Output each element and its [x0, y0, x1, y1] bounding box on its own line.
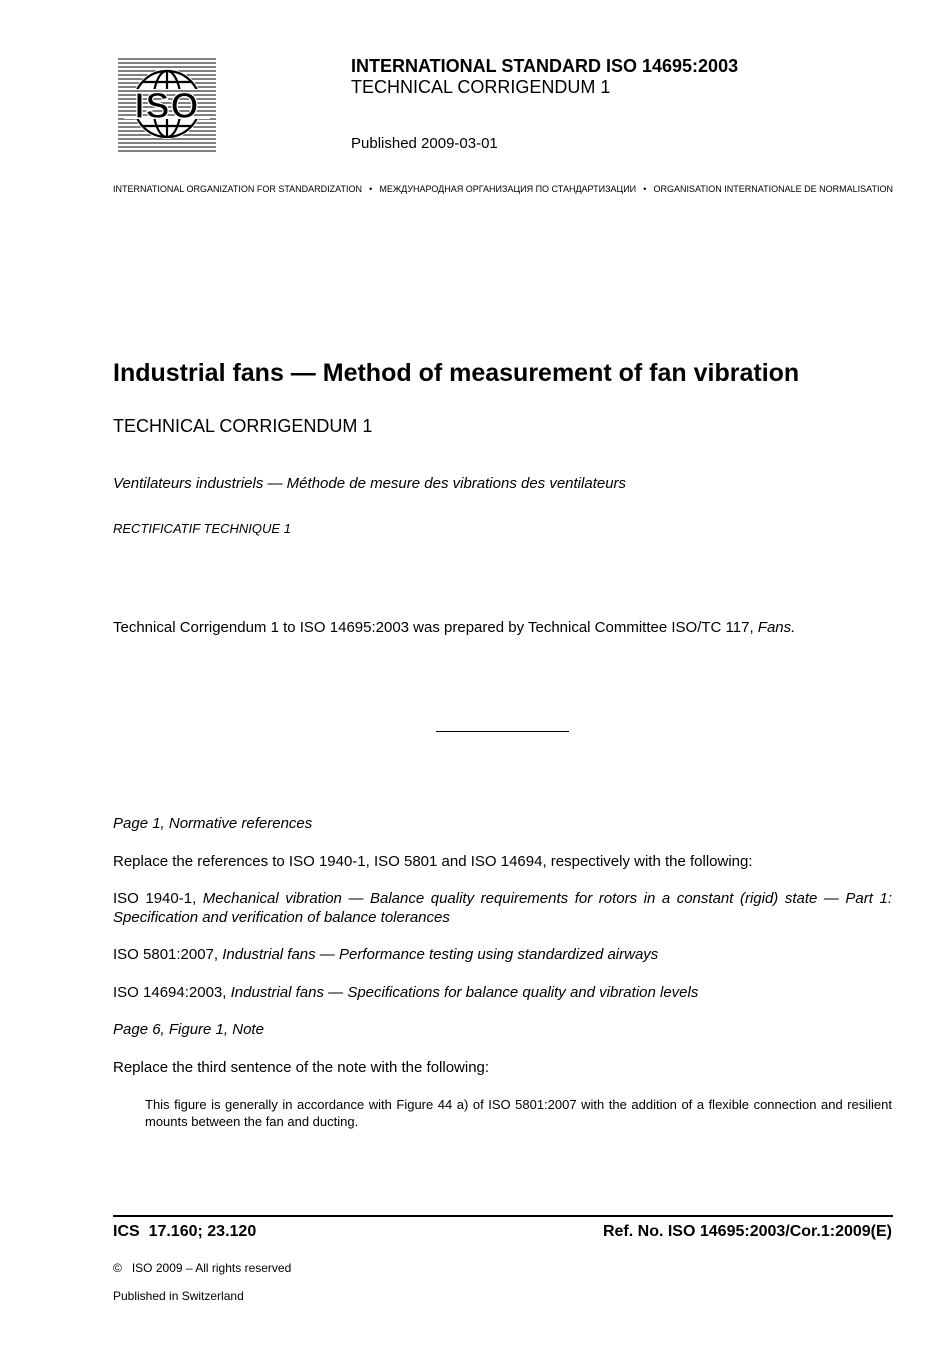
reference-item: [113, 889, 892, 927]
standard-title: INTERNATIONAL STANDARD ISO 14695:2003: [351, 56, 739, 76]
bullet-separator: •: [369, 184, 373, 194]
french-corrigendum-heading: RECTIFICATIF TECHNIQUE 1: [113, 521, 291, 536]
reference-code: ISO 1940-1,: [113, 890, 203, 907]
ics-code: ICS 17.160; 23.120: [113, 1223, 257, 1240]
reference-number: Ref. No. ISO 14695:2003/Cor.1:2009(E): [602, 1223, 892, 1240]
published-date: Published 2009-03-01: [351, 135, 498, 152]
reference-title: Industrial fans — Performance testing using standardized airways: [222, 946, 659, 963]
section-heading-figure-note: Page 6, Figure 1, Note: [113, 1021, 264, 1038]
replacement-note-text: This figure is generally in accordance with Figure 44 a) of ISO 5801:2007 with the addition of a flexible connection and resilient mounts between the fan and ducting.: [145, 1097, 892, 1129]
copyright-notice: © ISO 2009 – All rights reserved: [113, 1261, 292, 1275]
svg-text:ISO: ISO: [134, 85, 200, 126]
iso-globe-logo-icon: [118, 57, 216, 152]
section-intro-figure-note: Replace the third sentence of the note with the following:: [113, 1059, 490, 1076]
corrigendum-heading: TECHNICAL CORRIGENDUM 1: [113, 416, 373, 436]
published-in: Published in Switzerland: [113, 1289, 244, 1303]
org-name-russian: МЕЖДУНАРОДНАЯ ОРГАНИЗАЦИЯ ПО СТАНДАРТИЗАЦИИ: [379, 184, 637, 194]
preparation-text: Technical Corrigendum 1 to ISO 14695:2003 was prepared by Technical Committee ISO/TC 117,: [113, 619, 758, 636]
reference-code: ISO 14694:2003,: [113, 984, 231, 1001]
reference-code: ISO 5801:2007,: [113, 946, 223, 963]
corrigendum-label: TECHNICAL CORRIGENDUM 1: [351, 77, 611, 97]
reference-item: [113, 983, 892, 1002]
section-divider: [436, 731, 569, 732]
bullet-separator: •: [643, 184, 647, 194]
organization-names: [113, 183, 893, 195]
section-intro-normative-references: Replace the references to ISO 1940-1, ISO 5801 and ISO 14694, respectively with the following:: [113, 853, 753, 870]
reference-title: Industrial fans — Specifications for balance quality and vibration levels: [230, 984, 699, 1001]
org-name-french: ORGANISATION INTERNATIONALE DE NORMALISATION: [653, 184, 893, 194]
french-title: Ventilateurs industriels — Méthode de mesure des vibrations des ventilateurs: [113, 475, 627, 492]
reference-title: Mechanical vibration — Balance quality requirements for rotors in a constant (rigid) state — Part 1: Specification and verification of balance tolerances: [113, 890, 892, 926]
org-name-english: INTERNATIONAL ORGANIZATION FOR STANDARDIZATION: [113, 184, 363, 194]
footer-rule: [113, 1215, 893, 1217]
committee-name: Fans.: [757, 619, 796, 636]
iso-logo: [118, 57, 216, 152]
section-heading-normative-references: Page 1, Normative references: [113, 815, 313, 832]
document-title: Industrial fans — Method of measurement of fan vibration: [113, 359, 800, 387]
reference-item: [113, 945, 892, 964]
preparation-statement: [113, 619, 795, 637]
